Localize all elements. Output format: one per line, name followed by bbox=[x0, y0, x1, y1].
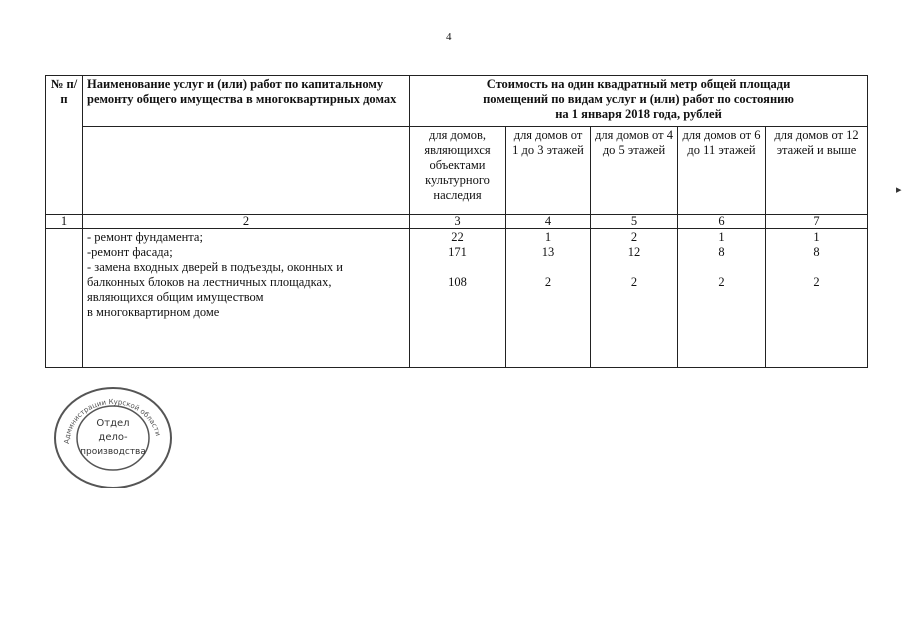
values-heritage bbox=[410, 229, 506, 368]
column-number: 3 bbox=[410, 215, 506, 229]
header-cost-line3: на 1 января 2018 года, рублей bbox=[555, 107, 722, 121]
stamp-line3: производства bbox=[80, 447, 146, 457]
subheader-4-5: для домов от 4 до 5 этажей bbox=[591, 127, 678, 215]
value-cell: 1 bbox=[544, 230, 552, 244]
column-number-row bbox=[46, 215, 868, 229]
work-foundation: - ремонт фундамента; bbox=[87, 230, 203, 244]
works-list-cell bbox=[83, 229, 410, 368]
value-cell: 2 bbox=[630, 230, 638, 244]
value-cell: 8 bbox=[718, 245, 725, 259]
pricing-table bbox=[45, 75, 868, 368]
table-subheader-row bbox=[46, 127, 868, 215]
margin-mark: ▸ bbox=[896, 184, 902, 196]
values-12-plus bbox=[766, 229, 868, 368]
header-name-label: Наименование услуг и (или) работ по капитальному ремонту общего имущества в многоквартирных домах bbox=[87, 77, 397, 106]
work-doors-line2: балконных блоков на лестничных площадках, bbox=[87, 275, 332, 289]
office-stamp bbox=[47, 380, 177, 488]
value-cell: 12 bbox=[627, 245, 641, 259]
subheader-heritage: для домов, являющихся объектами культурного наследия bbox=[410, 127, 506, 215]
value-cell: 1 bbox=[718, 230, 725, 244]
header-cost bbox=[410, 76, 868, 127]
header-num bbox=[46, 76, 83, 215]
subheader-6-11: для домов от 6 до 11 этажей bbox=[678, 127, 766, 215]
subheader-1-3: для домов от 1 до 3 этажей bbox=[506, 127, 591, 215]
page-number: 4 bbox=[446, 31, 452, 43]
header-cost-line2: помещений по видам услуг и (или) работ по состоянию bbox=[483, 92, 794, 106]
column-number: 2 bbox=[83, 215, 410, 229]
values-6-11 bbox=[678, 229, 766, 368]
column-number: 7 bbox=[766, 215, 868, 229]
work-doors-line4: в многоквартирном доме bbox=[87, 305, 220, 319]
value-cell: 171 bbox=[448, 245, 467, 259]
value-cell: 1 bbox=[813, 230, 820, 244]
value-cell: 2 bbox=[718, 275, 725, 289]
column-number: 6 bbox=[678, 215, 766, 229]
subheader-empty bbox=[83, 127, 410, 215]
value-cell: 108 bbox=[448, 275, 467, 289]
values-1-3 bbox=[506, 229, 591, 368]
subheader-12-plus: для домов от 12 этажей и выше bbox=[766, 127, 868, 215]
work-facade: -ремонт фасада; bbox=[87, 245, 173, 259]
column-number: 4 bbox=[506, 215, 591, 229]
value-cell: 2 bbox=[630, 275, 638, 289]
column-number: 5 bbox=[591, 215, 678, 229]
table-header-row bbox=[46, 76, 868, 127]
header-cost-line1: Стоимость на один квадратный метр общей площади bbox=[486, 77, 791, 91]
work-doors-line1: - замена входных дверей в подъезды, оконных и bbox=[87, 260, 343, 274]
header-name bbox=[83, 76, 410, 127]
header-num-label: № п/п bbox=[50, 77, 78, 106]
table-row bbox=[46, 229, 868, 368]
stamp-line1: Отдел bbox=[96, 418, 130, 429]
value-cell: 2 bbox=[813, 275, 820, 289]
value-cell: 8 bbox=[813, 245, 820, 259]
value-cell: 22 bbox=[451, 230, 464, 244]
work-doors-line3: являющихся общим имуществом bbox=[87, 290, 264, 304]
stamp-line2: дело- bbox=[98, 432, 128, 443]
value-cell: 2 bbox=[544, 275, 552, 289]
values-4-5 bbox=[591, 229, 678, 368]
column-number: 1 bbox=[46, 215, 83, 229]
value-cell: 13 bbox=[541, 245, 555, 259]
stamp-outer-text: Администрации Курской области bbox=[62, 397, 163, 445]
row-num-cell bbox=[46, 229, 83, 368]
